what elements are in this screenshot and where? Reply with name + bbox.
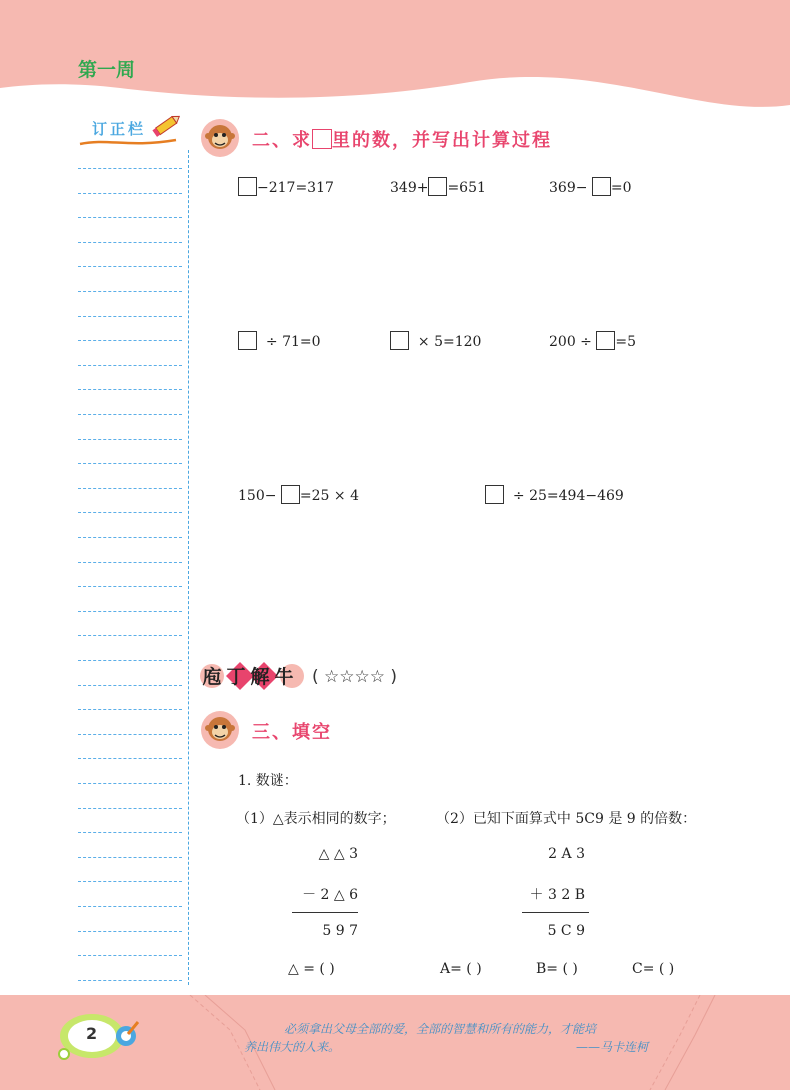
section-3-title: 三、填空 — [252, 722, 332, 743]
puzzle-2-row-2: ＋ 3 2 B — [529, 887, 585, 903]
correction-line — [78, 808, 182, 809]
answer-box[interactable] — [238, 177, 257, 196]
correction-line — [78, 217, 182, 218]
correction-line — [78, 660, 182, 661]
correction-title: 订正栏 — [92, 120, 147, 138]
equation-1: −217=317 — [238, 177, 334, 196]
correction-line — [78, 439, 182, 440]
correction-line — [78, 586, 182, 587]
correction-line — [78, 758, 182, 759]
equation-7: 150− =25 × 4 — [238, 485, 359, 504]
correction-line — [78, 488, 182, 489]
difficulty-stars: ( ☆☆☆☆ ) — [312, 667, 398, 687]
correction-line — [78, 537, 182, 538]
correction-line — [78, 832, 182, 833]
pencil-icon — [150, 112, 184, 138]
correction-line — [78, 463, 182, 464]
correction-line — [78, 291, 182, 292]
puzzle-2-result: 5 C 9 — [547, 923, 585, 939]
correction-line — [78, 881, 182, 882]
puzzle-1-result: 5 9 7 — [322, 923, 358, 939]
answer-box[interactable] — [428, 177, 447, 196]
correction-line — [78, 512, 182, 513]
answer-box[interactable] — [238, 331, 257, 350]
correction-line — [78, 365, 182, 366]
correction-line — [78, 931, 182, 932]
triangle-answer[interactable]: △ = ( ) — [288, 961, 335, 977]
swoosh-decoration — [78, 136, 178, 148]
correction-line — [78, 340, 182, 341]
correction-line — [78, 635, 182, 636]
correction-line — [78, 193, 182, 194]
section-2-title: 二、求 里的数，并写出计算过程 — [252, 130, 552, 151]
monkey-face-icon — [200, 118, 240, 158]
week-label: 第一周 — [78, 59, 136, 81]
answer-box[interactable] — [592, 177, 611, 196]
puzzle-1-row-2: － 2 △ 6 — [302, 887, 358, 903]
equation-2: 349+ =651 — [390, 177, 486, 196]
correction-line — [78, 242, 182, 243]
answer-b[interactable]: B= ( ) — [536, 961, 578, 977]
correction-line — [78, 168, 182, 169]
correction-line — [78, 316, 182, 317]
correction-line — [78, 389, 182, 390]
answer-box[interactable] — [596, 331, 615, 350]
equation-8: ÷ 25=494−469 — [485, 485, 624, 504]
correction-divider — [188, 150, 189, 985]
answer-a[interactable]: A= ( ) — [440, 961, 482, 977]
puzzle-2-instruction: （2）已知下面算式中 5C9 是 9 的倍数： — [436, 811, 697, 827]
correction-line — [78, 414, 182, 415]
paoding-heading: 庖 丁 解 牛 — [202, 666, 294, 688]
answer-box[interactable] — [485, 485, 504, 504]
correction-line — [78, 562, 182, 563]
correction-line — [78, 266, 182, 267]
correction-line — [78, 611, 182, 612]
page-number: 2 — [86, 1024, 98, 1043]
page-number-badge — [56, 1008, 146, 1064]
correction-line — [78, 980, 182, 981]
equation-3: 369− =0 — [549, 177, 632, 196]
correction-line — [78, 857, 182, 858]
correction-line — [78, 783, 182, 784]
puzzle-1-row-1: △ △ 3 — [318, 846, 358, 862]
equation-6: 200 ÷ =5 — [549, 331, 636, 350]
monkey-face-icon — [200, 710, 240, 750]
footer-quote: 必须拿出父母全部的爱，全部的智慧和所有的能力，才能培 养出伟大的人来。 ——马卡连柯 — [244, 1022, 648, 1054]
correction-line — [78, 906, 182, 907]
answer-c[interactable]: C= ( ) — [632, 961, 675, 977]
puzzle-1-rule — [292, 912, 358, 913]
square-symbol — [312, 129, 332, 149]
question-1-label: 1. 数谜： — [238, 773, 298, 789]
correction-line — [78, 685, 182, 686]
correction-line — [78, 734, 182, 735]
puzzle-1-instruction: （1）△表示相同的数字； — [236, 811, 396, 827]
equation-5: × 5=120 — [390, 331, 481, 350]
puzzle-2-rule — [522, 912, 589, 913]
answer-box[interactable] — [390, 331, 409, 350]
puzzle-2-row-1: 2 A 3 — [548, 846, 585, 862]
answer-box[interactable] — [281, 485, 300, 504]
correction-line — [78, 709, 182, 710]
equation-4: ÷ 71=0 — [238, 331, 321, 350]
correction-line — [78, 955, 182, 956]
